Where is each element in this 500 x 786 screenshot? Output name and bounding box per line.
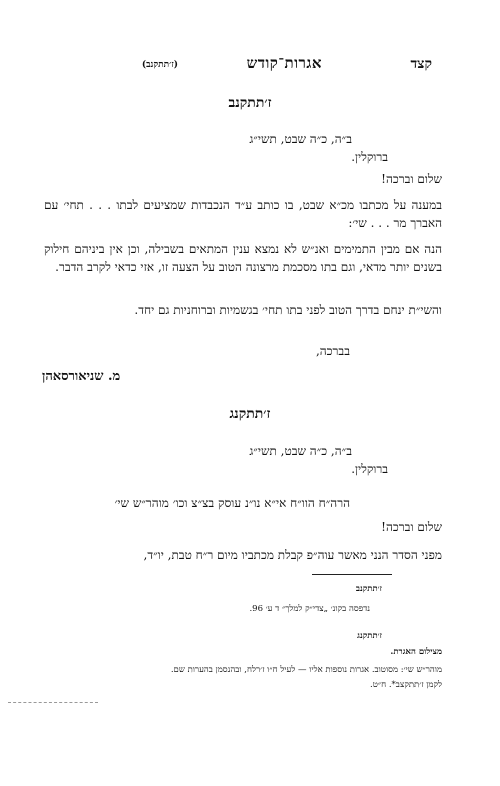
letter2-addressee: הרה״ח הוו״ח אי״א נו״נ עוסק בצ״צ וכו׳ מוהר״ש שי׳ bbox=[114, 496, 350, 510]
letter1-place: ברוקלין. bbox=[351, 150, 388, 164]
footnote1-text: נדפסה בקונ׳ „צדי״ק למלך״ ד ע׳ 96. bbox=[249, 604, 370, 614]
footnote-rule bbox=[312, 574, 392, 575]
letter2-paragraph-1: מפני הסדר הנני מאשר עוה״פ קבלת מכתביו מיום ר״ח טבת, יו״ד, bbox=[143, 548, 442, 562]
footnote2-line-3: לקמן ז׳תתקצב*. ח״ט. bbox=[370, 680, 442, 690]
running-subtitle: (ז׳תתקנב) bbox=[141, 60, 178, 70]
letter1-greeting: שלום וברכה! bbox=[381, 172, 442, 186]
footnote2-heading: ז׳תתקנג bbox=[357, 631, 382, 641]
letter2-heading: ז׳תתקנג bbox=[229, 406, 271, 422]
letter1-paragraph-1: במענה על מכתבו מכ״א שבט, בו כותב ע״ד הנכבדות שמציעים לבתו . . . תחי׳ עם האברך מר . . . שי׳: bbox=[44, 198, 442, 230]
page-number: קצד bbox=[410, 56, 432, 72]
letter1-closing: בברכה, bbox=[315, 344, 350, 358]
letter2-place: ברוקלין. bbox=[351, 462, 388, 476]
letter1-paragraph-3: והשי״ת ינחם בדרך הטוב לפני בתו תחי׳ בגשמיות וברוחניות גם יחד. bbox=[134, 303, 442, 317]
letter1-signature: מ. שניאורסאהן bbox=[42, 369, 121, 384]
scan-edge-dashes bbox=[8, 702, 98, 703]
footnote1-heading: ז׳תתקנב bbox=[355, 584, 382, 594]
running-title: אגרות־קודש bbox=[246, 54, 322, 72]
footnote2-line-1: מצילום האגרת. bbox=[390, 647, 442, 657]
letter2-date: ב״ה, כ״ה שבט, תשי״ג bbox=[249, 444, 352, 458]
letter1-date: ב״ה, כ״ה שבט, תשי״ג bbox=[249, 132, 352, 146]
letter1-heading: ז׳תתקנב bbox=[228, 95, 272, 111]
letter1-paragraph-2: הנה אם מבין התמימים ואנ״ש לא נמצא ענין המתאים בשבילה, וכן אין ביניהם חילוק בשנים יותר מדאי, וגם בתו מסכמת מרצונה הטוב על הצעה זו, אזי כדאי לקרב הדבר. bbox=[44, 242, 442, 274]
letter2-greeting: שלום וברכה! bbox=[381, 520, 442, 534]
footnote2-line-2: מוהר״ש שי׳: מסוטוב. אגרות נוספות אליו — לעיל ח״ו ז׳רלח, ובהנסמן בהערות שם. bbox=[170, 665, 442, 675]
